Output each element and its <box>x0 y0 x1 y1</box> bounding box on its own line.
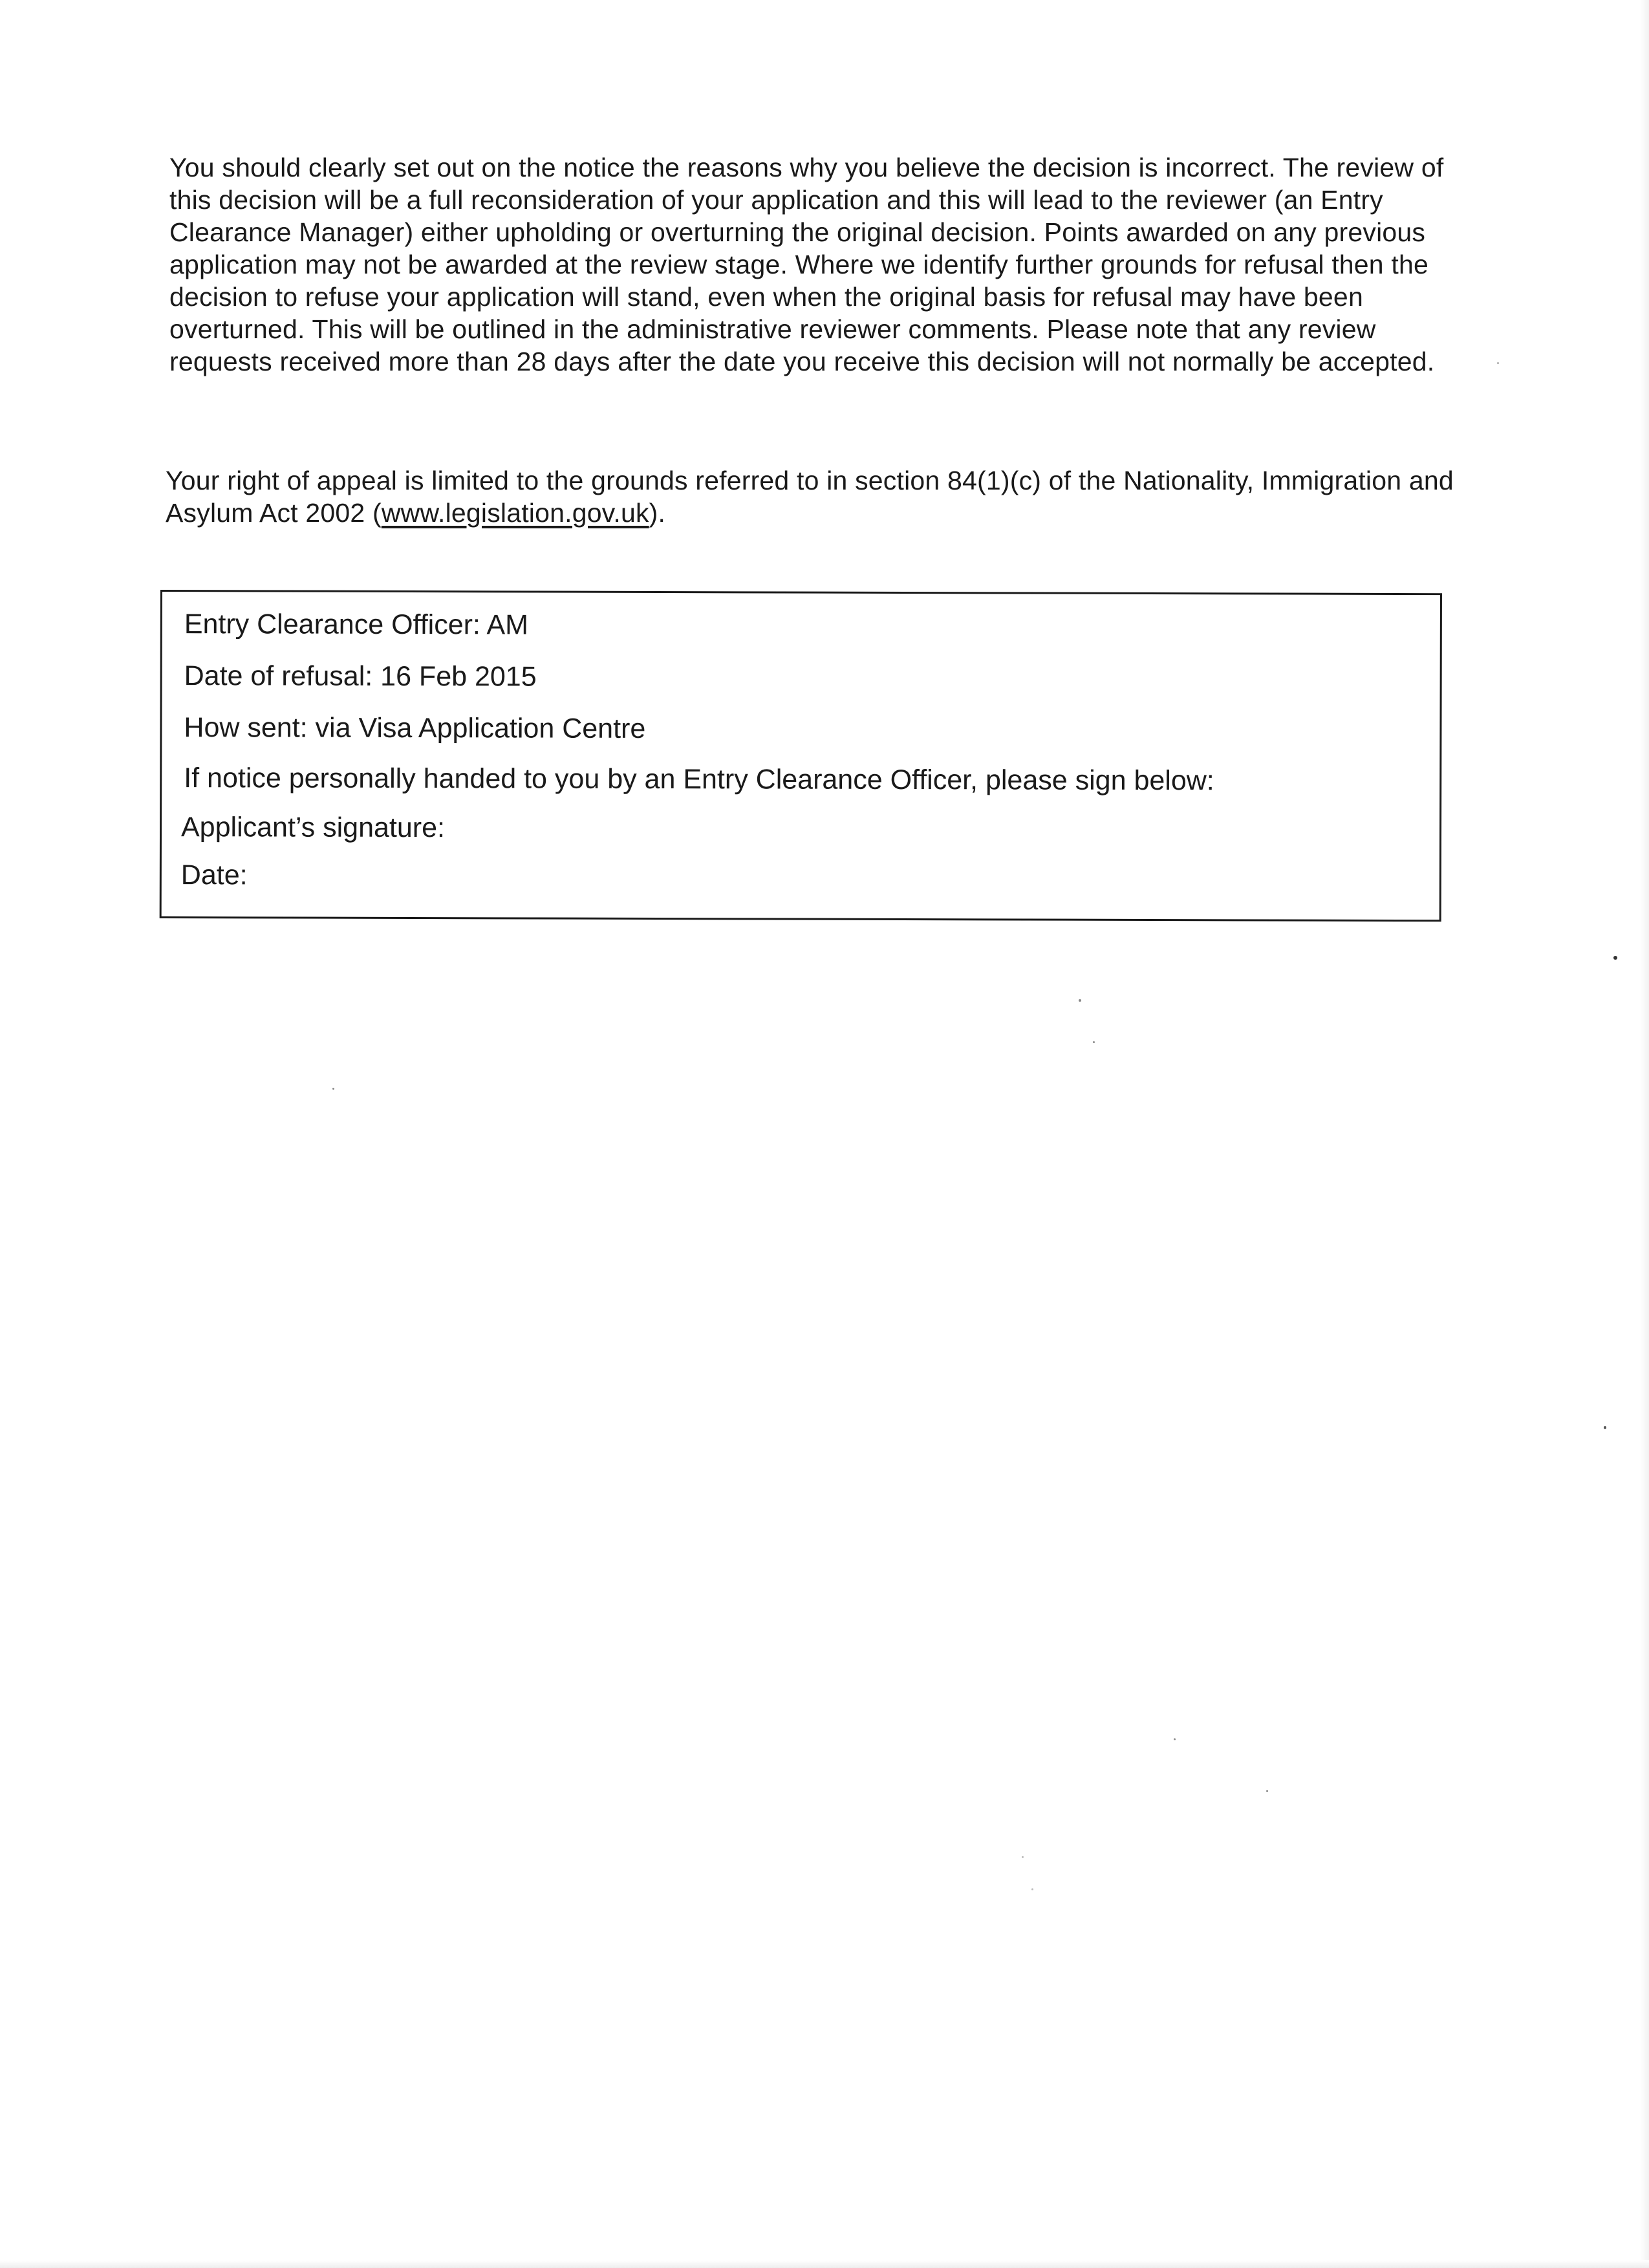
decision-details-box <box>160 590 1442 922</box>
sign-instruction-line: If notice personally handed to you by an Entry Clearance Officer, please sign below: <box>184 762 1214 797</box>
applicant-signature-label: Applicant’s signature: <box>180 812 446 844</box>
appeal-text-after: ). <box>649 498 666 528</box>
scan-speck <box>1031 1888 1033 1890</box>
scan-speck <box>1613 956 1617 960</box>
scan-speck <box>1266 1790 1268 1792</box>
legislation-link[interactable]: www.legislation.gov.uk <box>381 498 649 528</box>
scan-edge-right <box>1640 0 1649 2268</box>
scan-speck <box>1093 1041 1095 1043</box>
review-paragraph: You should clearly set out on the notice the reasons why you believe the decision is incorrect. The review of this decision will be a full reconsideration of your application and this will lead to the reviewer (an Entry Clearance Manager) either upholding or overturning the original decision. Points awarded on any previous application may not be awarded at the review stage. Where we identify further grounds for refusal then the decision to refuse your application will stand, even when the original basis for refusal may have been overturned. This will be outlined in the administrative reviewer comments. Please note that any review requests received more than 28 days after the date you receive this decision will not normally be accepted. <box>169 153 1444 376</box>
scan-speck <box>1174 1738 1176 1740</box>
scan-speck <box>1079 999 1081 1002</box>
refusal-date-line: Date of refusal: 16 Feb 2015 <box>184 660 537 693</box>
officer-line: Entry Clearance Officer: AM <box>184 609 529 641</box>
scan-edge-bottom <box>0 2260 1649 2268</box>
scan-speck <box>1604 1426 1606 1429</box>
scan-speck <box>1497 362 1499 364</box>
scan-speck <box>1022 1856 1024 1858</box>
scan-speck <box>332 1088 334 1090</box>
appeal-paragraph <box>166 464 1472 529</box>
date-label: Date: <box>180 859 248 891</box>
how-sent-line: How sent: via Visa Application Centre <box>184 712 646 744</box>
appeal-text-before: Your right of appeal is limited to the grounds referred to in section 84(1)(c) of the Nationality, Immigration and Asylum Act 2002 ( <box>166 466 1454 528</box>
